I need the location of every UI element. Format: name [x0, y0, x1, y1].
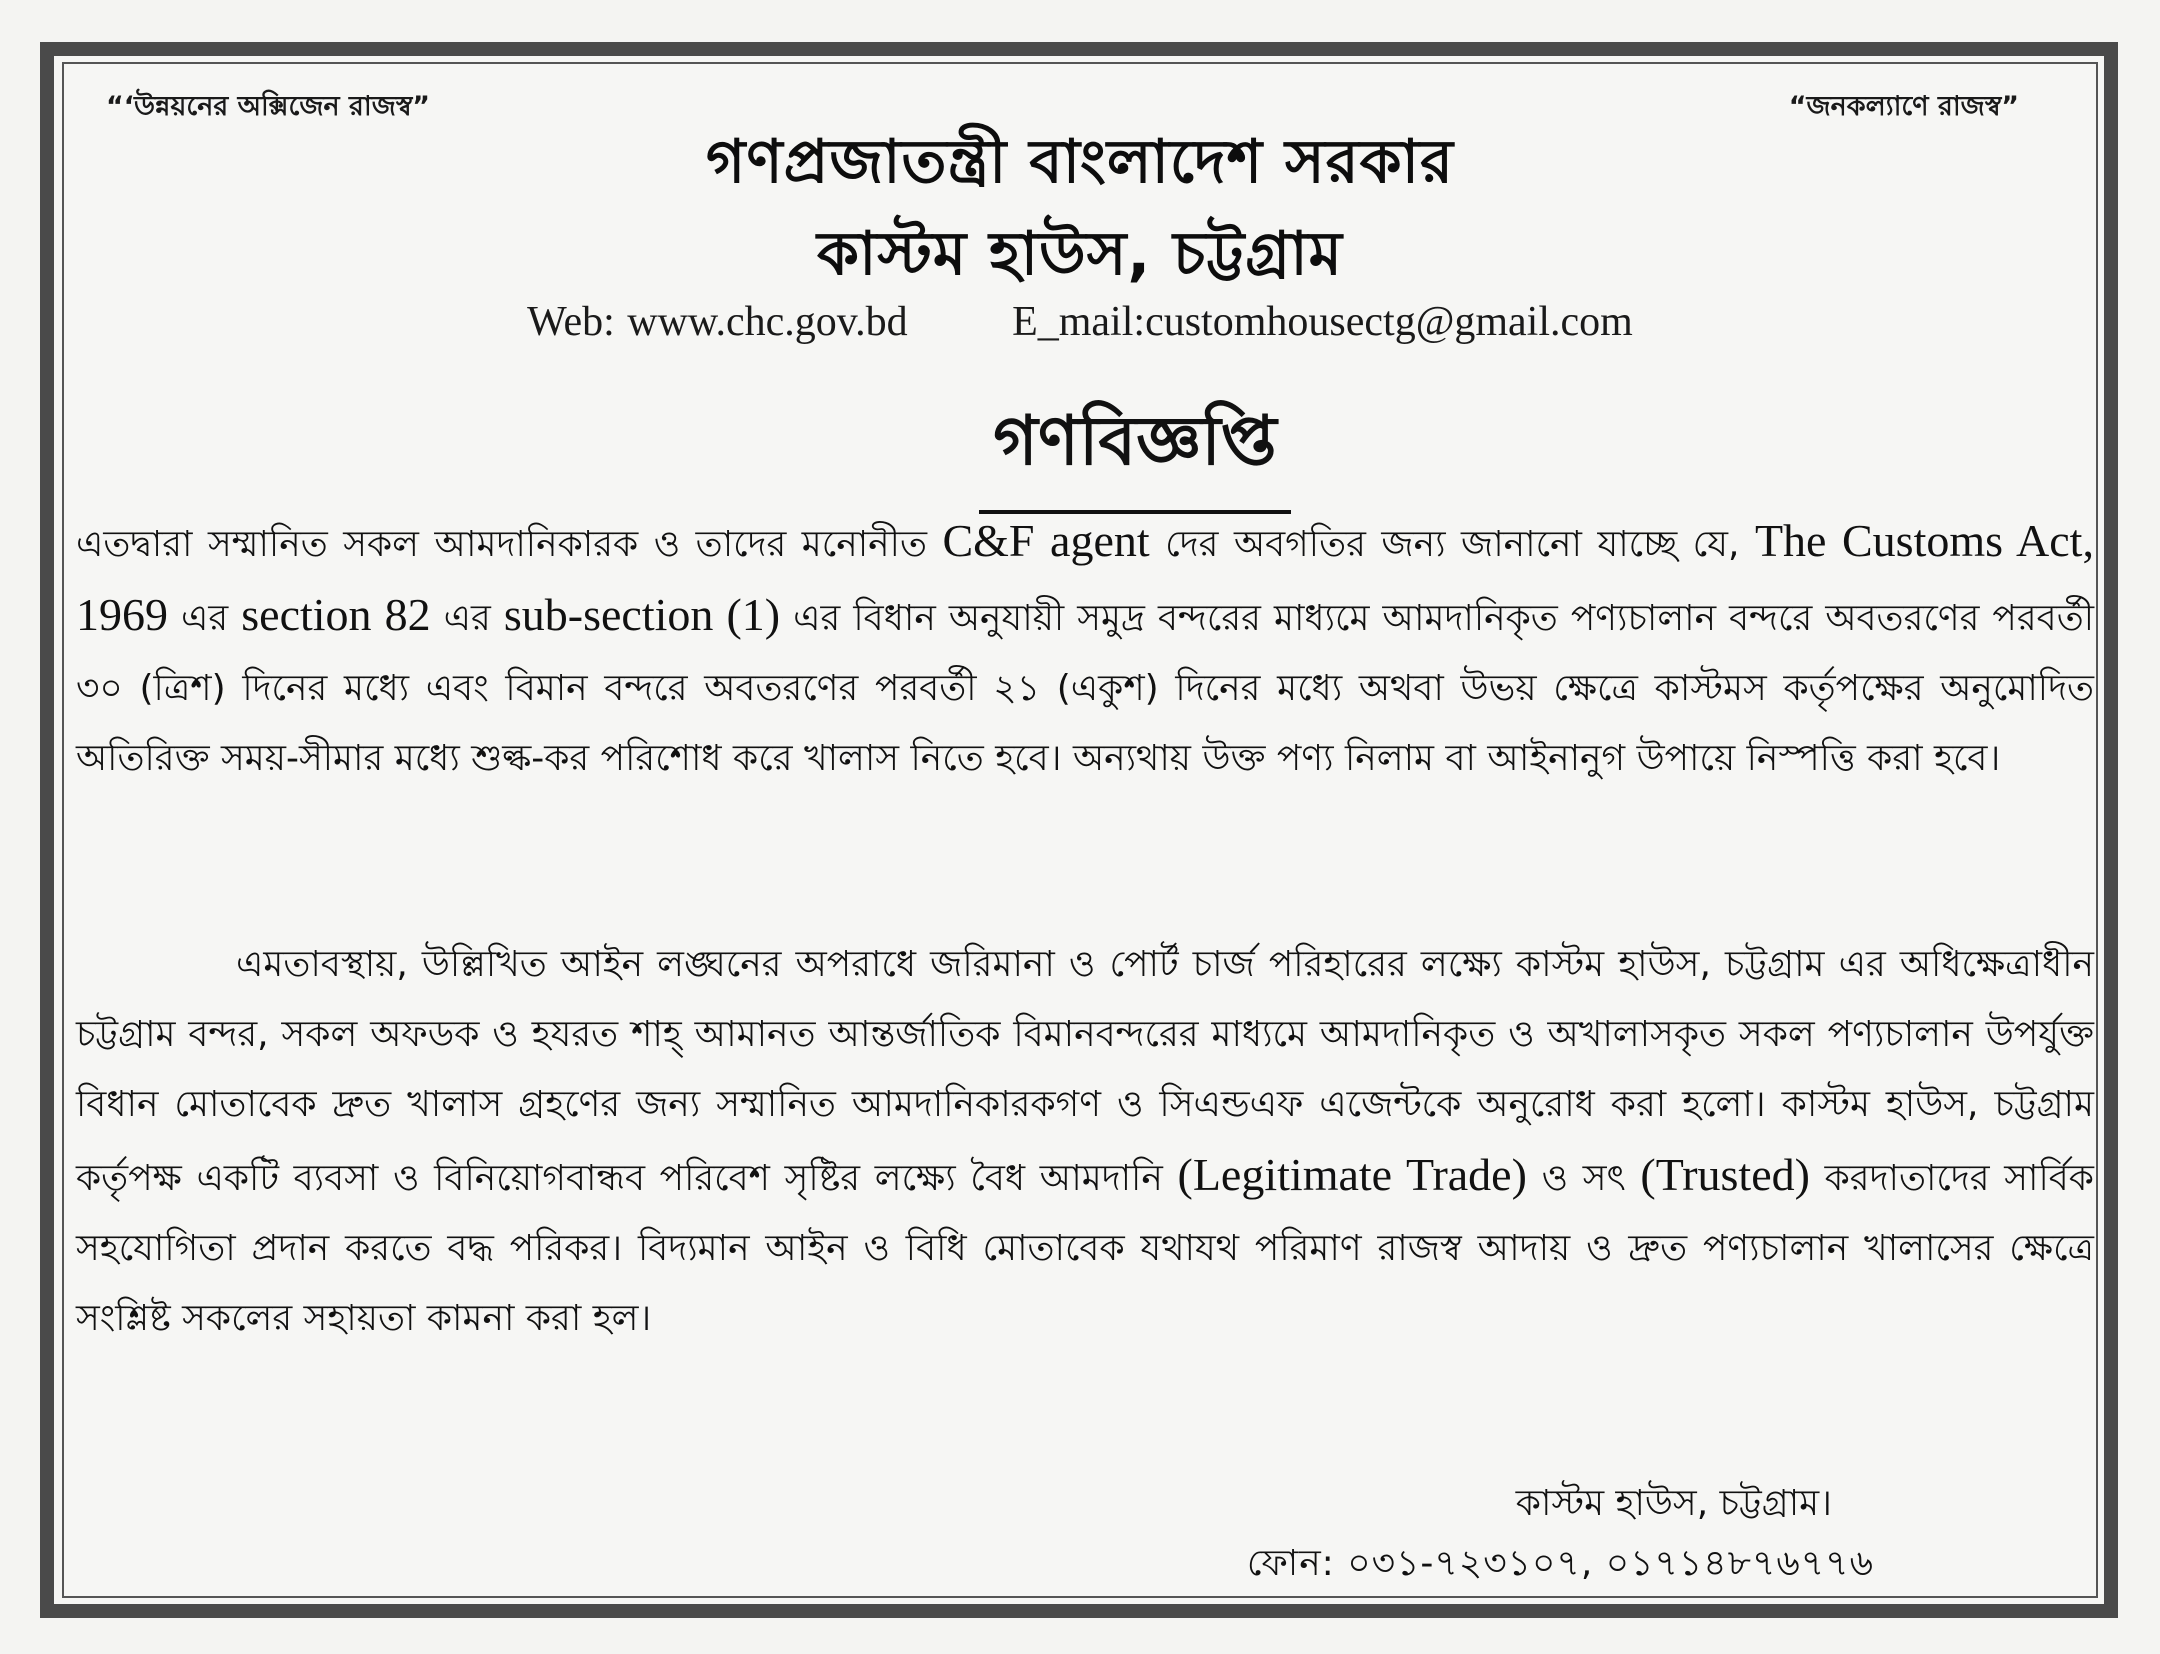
p2-trusted: (Trusted) — [1640, 1149, 1810, 1200]
paragraph-2 — [76, 930, 2094, 1354]
p1-cf-agent: C&F agent — [942, 515, 1150, 566]
government-title: গণপ্রজাতন্ত্রী বাংলাদেশ সরকার — [706, 127, 1454, 197]
p1-text-3: এর — [168, 598, 242, 639]
p1-text-2: দের অবগতির জন্য জানানো যাচ্ছে যে, — [1149, 524, 1755, 565]
p1-text-4: এর — [430, 598, 504, 639]
paragraph-1 — [76, 506, 2094, 794]
p1-act-name: The Customs Act, 1969 — [76, 515, 2094, 640]
slogan-left: “‘উন্নয়নের অক্সিজেন রাজস্ব” — [106, 91, 431, 122]
p2-text-1: এমতাবস্থায়, উল্লিখিত আইন লঙ্ঘনের অপরাধে জরিমানা ও পোর্ট চার্জ পরিহারের লক্ষ্যে কাস্টম হাউস, চট্টগ্রাম এর অধিক্ষেত্রাধীন চট্টগ্রাম বন্দর, সকল অফডক ও হযরত শাহ্ আমানত আন্তর্জাতিক বিমানবন্দরের মাধ্যমে আমদানিকৃত ও অখালাসকৃত সকল পণ্যচালান উপর্যুক্ত বিধান মোতাবেক দ্রুত খালাস গ্রহণের জন্য সম্মানিত আমদানিকারকগণ ও সিএন্ডএফ এজেন্টকে অনুরোধ করা হলো। কাস্টম হাউস, চট্টগ্রাম কর্তৃপক্ষ একটি ব্যবসা ও বিনিয়োগবান্ধব পরিবেশ সৃষ্টির লক্ষ্যে বৈধ আমদানি — [76, 944, 2094, 1199]
office-title: কাস্টম হাউস, চট্টগ্রাম — [817, 219, 1343, 289]
notice-title-text: গণবিজ্ঞপ্তি — [979, 388, 1290, 514]
notice-title — [66, 388, 2094, 514]
web-address: Web: www.chc.gov.bd — [527, 299, 908, 345]
p1-text-1: এতদ্বারা সম্মানিত সকল আমদানিকারক ও তাদের মনোনীত — [76, 524, 943, 565]
signature: কাস্টম হাউস, চট্টগ্রাম। — [1515, 1483, 1832, 1524]
p2-legitimate-trade: (Legitimate Trade) — [1177, 1149, 1527, 1200]
p1-text-5: এর বিধান অনুযায়ী সমুদ্র বন্দরের মাধ্যমে আমদানিকৃত পণ্যচালান বন্দরে অবতরণের পরবর্তী ৩০ (ত্রিশ) দিনের মধ্যে এবং বিমান বন্দরে অবতরণের পরবর্তী ২১ (একুশ) দিনের মধ্যে অথবা উভয় ক্ষেত্রে কাস্টমস কর্তৃপক্ষের অনুমোদিত অতিরিক্ত সময়-সীমার মধ্যে শুল্ক-কর পরিশোধ করে খালাস নিতে হবে। অন্যথায় উক্ত পণ্য নিলাম বা আইনানুগ উপায়ে নিস্পত্তি করা হবে। — [76, 598, 2095, 779]
email-address: E_mail:customhousectg@gmail.com — [1012, 299, 1633, 345]
p1-section: section 82 — [241, 589, 431, 640]
contact-line — [66, 298, 2094, 346]
p1-subsection: sub-section (1) — [503, 589, 781, 640]
phone-numbers: ফোন: ০৩১-৭২৩১০৭, ০১৭১৪৮৭৬৭৭৬ — [1246, 1543, 1874, 1584]
p2-text-2: ও সৎ — [1526, 1158, 1641, 1199]
notice-content — [66, 66, 2094, 1594]
slogan-right: “জনকল্যাণে রাজস্ব” — [1788, 91, 2019, 122]
p2-text-3: করদাতাদের সার্বিক সহযোগিতা প্রদান করতে বদ্ধ পরিকর। বিদ্যমান আইন ও বিধি মোতাবেক যথাযথ পরিমাণ রাজস্ব আদায় ও দ্রুত পণ্যচালান খালাসের ক্ষেত্রে সংশ্লিষ্ট সকলের সহায়তা কামনা করা হল। — [76, 1158, 2094, 1339]
